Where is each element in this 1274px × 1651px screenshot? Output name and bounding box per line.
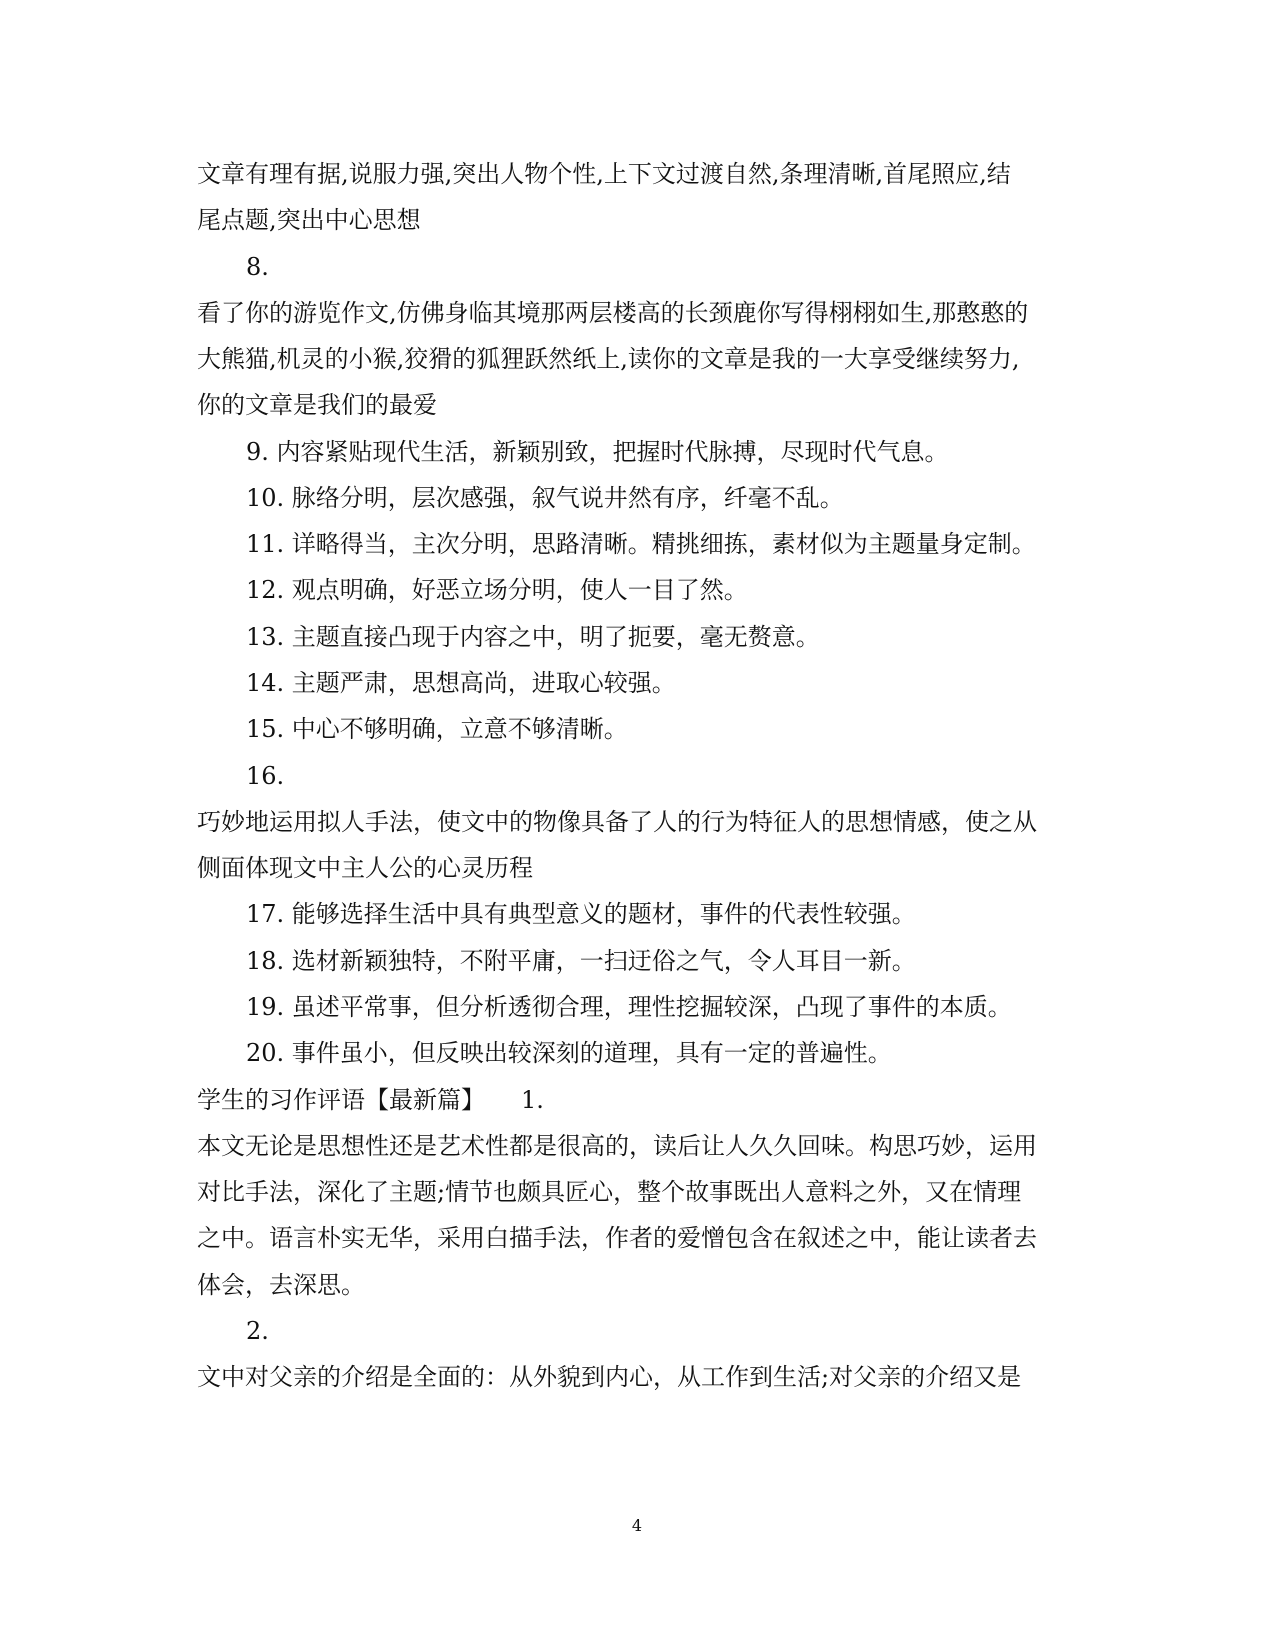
text-line: 之中。语言朴实无华，采用白描手法，作者的爱憎包含在叙述之中，能让读者去 bbox=[197, 1224, 1037, 1252]
text-line: 侧面体现文中主人公的心灵历程 bbox=[197, 854, 533, 882]
list-item: 18. 选材新颖独特，不附平庸，一扫迂俗之气，令人耳目一新。 bbox=[246, 947, 916, 975]
list-item: 19. 虽述平常事，但分析透彻合理，理性挖掘较深，凸现了事件的本质。 bbox=[246, 993, 1012, 1021]
list-item: 17. 能够选择生活中具有典型意义的题材，事件的代表性较强。 bbox=[246, 900, 916, 928]
text-line: 尾点题,突出中心思想 bbox=[197, 206, 421, 234]
text-line: 大熊猫,机灵的小猴,狡猾的狐狸跃然纸上,读你的文章是我的一大享受继续努力, bbox=[197, 345, 1020, 373]
text-line: 看了你的游览作文,仿佛身临其境那两层楼高的长颈鹿你写得栩栩如生,那憨憨的 bbox=[197, 299, 1029, 327]
list-number: 16. bbox=[246, 762, 285, 790]
text-line: 巧妙地运用拟人手法，使文中的物像具备了人的行为特征人的思想情感，使之从 bbox=[197, 808, 1037, 836]
page-number: 4 bbox=[631, 1516, 643, 1535]
list-item: 10. 脉络分明，层次感强，叙气说井然有序，纤毫不乱。 bbox=[246, 484, 844, 512]
text-line: 体会，去深思。 bbox=[197, 1271, 365, 1299]
list-item: 12. 观点明确，好恶立场分明，使人一目了然。 bbox=[246, 576, 748, 604]
list-number: 8. bbox=[246, 253, 269, 281]
list-item: 11. 详略得当，主次分明，思路清晰。精挑细拣，素材似为主题量身定制。 bbox=[246, 530, 1036, 558]
text-line: 对比手法，深化了主题;情节也颇具匠心，整个故事既出人意料之外，又在情理 bbox=[197, 1178, 1022, 1206]
list-item: 14. 主题严肃，思想高尚，进取心较强。 bbox=[246, 669, 676, 697]
list-item: 15. 中心不够明确，立意不够清晰。 bbox=[246, 715, 628, 743]
list-item: 13. 主题直接凸现于内容之中，明了扼要，毫无赘意。 bbox=[246, 623, 820, 651]
text-line: 文中对父亲的介绍是全面的：从外貌到内心，从工作到生活;对父亲的介绍又是 bbox=[197, 1363, 1022, 1391]
text-line: 本文无论是思想性还是艺术性都是很高的，读后让人久久回味。构思巧妙，运用 bbox=[197, 1132, 1037, 1160]
text-line: 你的文章是我们的最爱 bbox=[197, 391, 437, 419]
text-line: 文章有理有据,说服力强,突出人物个性,上下文过渡自然,条理清晰,首尾照应,结 bbox=[197, 160, 1011, 188]
list-number: 2. bbox=[246, 1317, 269, 1345]
list-item: 9. 内容紧贴现代生活，新颖别致，把握时代脉搏，尽现时代气息。 bbox=[246, 438, 949, 466]
list-item: 20. 事件虽小，但反映出较深刻的道理，具有一定的普遍性。 bbox=[246, 1039, 892, 1067]
section-heading: 学生的习作评语【最新篇】 1. bbox=[197, 1086, 544, 1114]
